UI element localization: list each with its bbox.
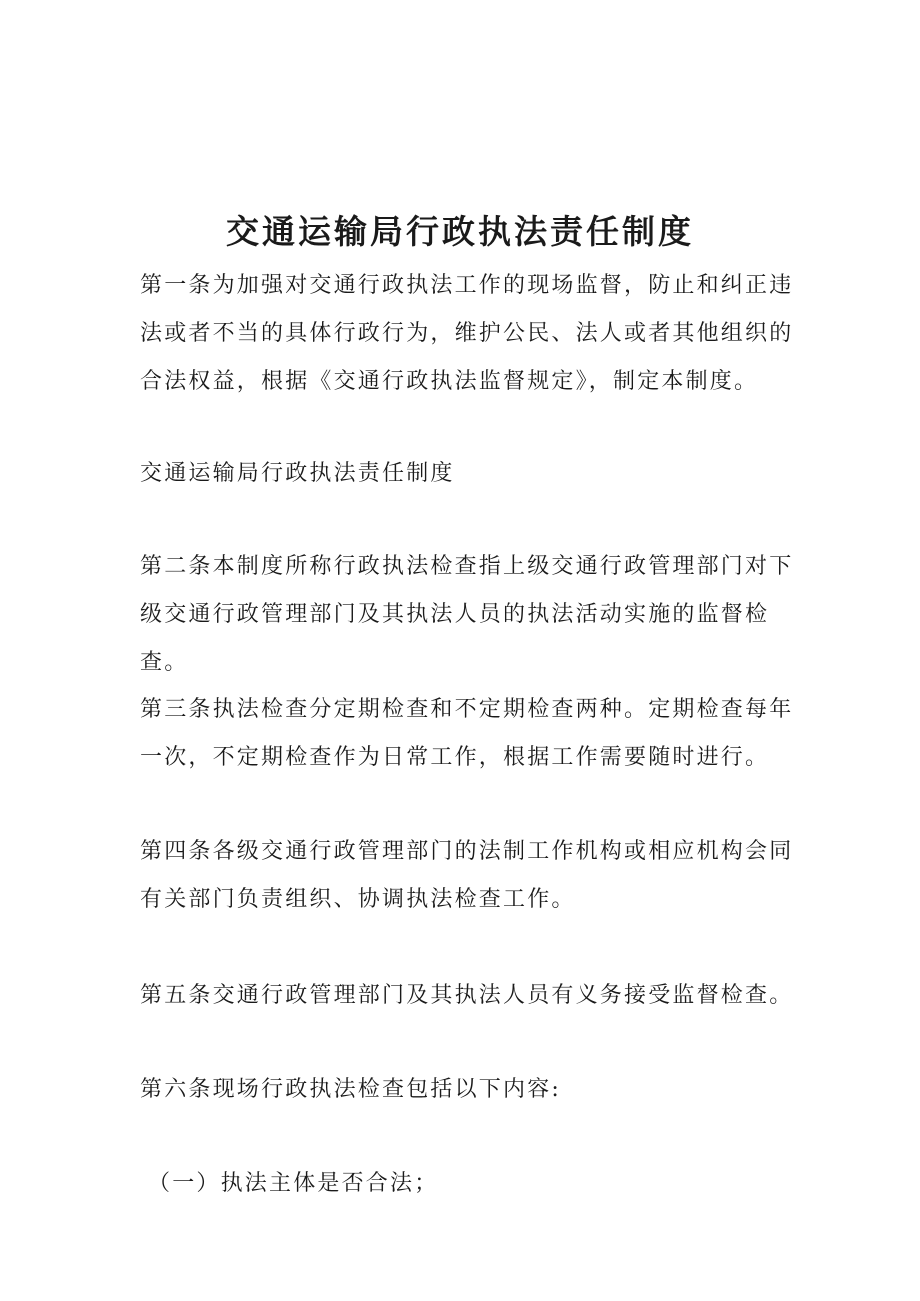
paragraph-article-5: 第五条交通行政管理部门及其执法人员有义务接受监督检查。	[140, 983, 794, 1008]
paragraph-article-4: 第四条各级交通行政管理部门的法制工作机构或相应机构会同有关部门负责组织、协调执法检查工作。	[140, 839, 794, 912]
paragraph-article-1: 第一条为加强对交通行政执法工作的现场监督，防止和纠正违法或者不当的具体行政行为，维护公民、法人或者其他组织的合法权益，根据《交通行政执法监督规定》，制定本制度。	[140, 273, 794, 394]
paragraph-article-6: 第六条现场行政执法检查包括以下内容:	[140, 1077, 562, 1102]
paragraph-subheading: 交通运输局行政执法责任制度	[140, 461, 455, 486]
paragraph-article-2: 第二条本制度所称行政执法检查指上级交通行政管理部门对下级交通行政管理部门及其执法人员的执法活动实施的监督检查。	[140, 554, 794, 675]
document-title: 交通运输局行政执法责任制度	[226, 212, 694, 252]
list-item-1: （一）执法主体是否合法；	[148, 1171, 439, 1196]
paragraph-article-3: 第三条执法检查分定期检查和不定期检查两种。定期检查每年一次，不定期检查作为日常工作，根据工作需要随时进行。	[140, 697, 794, 770]
